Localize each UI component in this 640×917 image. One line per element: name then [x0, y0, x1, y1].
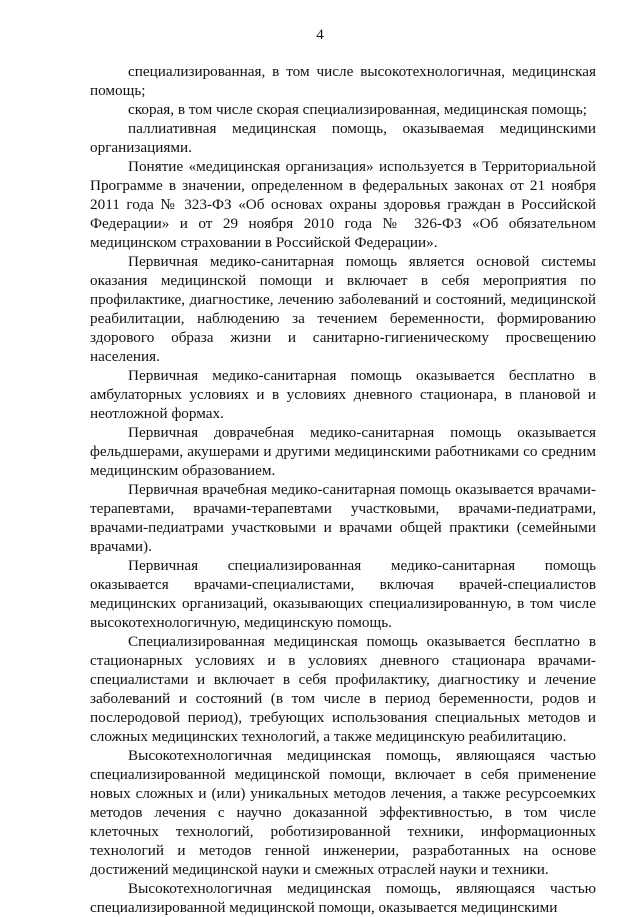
- paragraph-12: Высокотехнологичная медицинская помощь, являющаяся частью специализированной медицинской помощи, оказывается медицинскими: [90, 880, 596, 916]
- paragraph-6: Первичная медико-санитарная помощь оказывается бесплатно в амбулаторных условиях и в условиях дневного стационара, в плановой и неотложной формах.: [90, 367, 596, 422]
- paragraph-8: Первичная врачебная медико-санитарная помощь оказывается врачами-терапевтами, врачами-терапевтами участковыми, врачами-педиатрами, врачами-педиатрами участковыми и врачами общей практики (семейными врачами).: [90, 481, 596, 555]
- paragraph-11: Высокотехнологичная медицинская помощь, являющаяся частью специализированной медицинской помощи, включает в себя применение новых сложных и (или) уникальных методов лечения, а также ресурсоемких методов лечения с научно доказанной эффективностью, в том числе клеточных технологий, роботизированной техники, информационных технологий и методов генной инженерии, разработанных на основе достижений медицинской науки и смежных отраслей науки и техники.: [90, 747, 596, 878]
- document-body: [90, 62, 596, 917]
- paragraph-5: Первичная медико-санитарная помощь является основой системы оказания медицинской помощи и включает в себя мероприятия по профилактике, диагностике, лечению заболеваний и состояний, медицинской реабилитации, наблюдению за течением беременности, формированию здорового образа жизни и санитарно-гигиеническому просвещению населения.: [90, 253, 596, 365]
- page-number: 4: [316, 27, 324, 43]
- paragraph-1: специализированная, в том числе высокотехнологичная, медицинская помощь;: [90, 63, 596, 99]
- paragraph-4: Понятие «медицинская организация» используется в Территориальной Программе в значении, определенном в федеральных законах от 21 ноября 2011 года № 323-ФЗ «Об основах охраны здоровья граждан в Российской Федерации» и от 29 ноября 2010 года № 326-ФЗ «Об обязательном медицинском страховании в Российской Федерации».: [90, 158, 596, 251]
- paragraph-7: Первичная доврачебная медико-санитарная помощь оказывается фельдшерами, акушерами и другими медицинскими работниками со средним медицинским образованием.: [90, 424, 596, 479]
- paragraph-10: Специализированная медицинская помощь оказывается бесплатно в стационарных условиях и в условиях дневного стационара врачами-специалистами и включает в себя профилактику, диагностику и лечение заболеваний и состояний (в том числе в период беременности, родов и послеродовой период), требующих использования специальных методов и сложных медицинских технологий, а также медицинскую реабилитацию.: [90, 633, 596, 745]
- paragraph-3: паллиативная медицинская помощь, оказываемая медицинскими организациями.: [90, 120, 596, 156]
- paragraph-2: скорая, в том числе скорая специализированная, медицинская помощь;: [128, 101, 587, 118]
- paragraph-9: Первичная специализированная медико-санитарная помощь оказывается врачами-специалистами, включая врачей-специалистов медицинских организаций, оказывающих специализированную, в том числе высокотехнологичную, медицинскую помощь.: [90, 557, 596, 631]
